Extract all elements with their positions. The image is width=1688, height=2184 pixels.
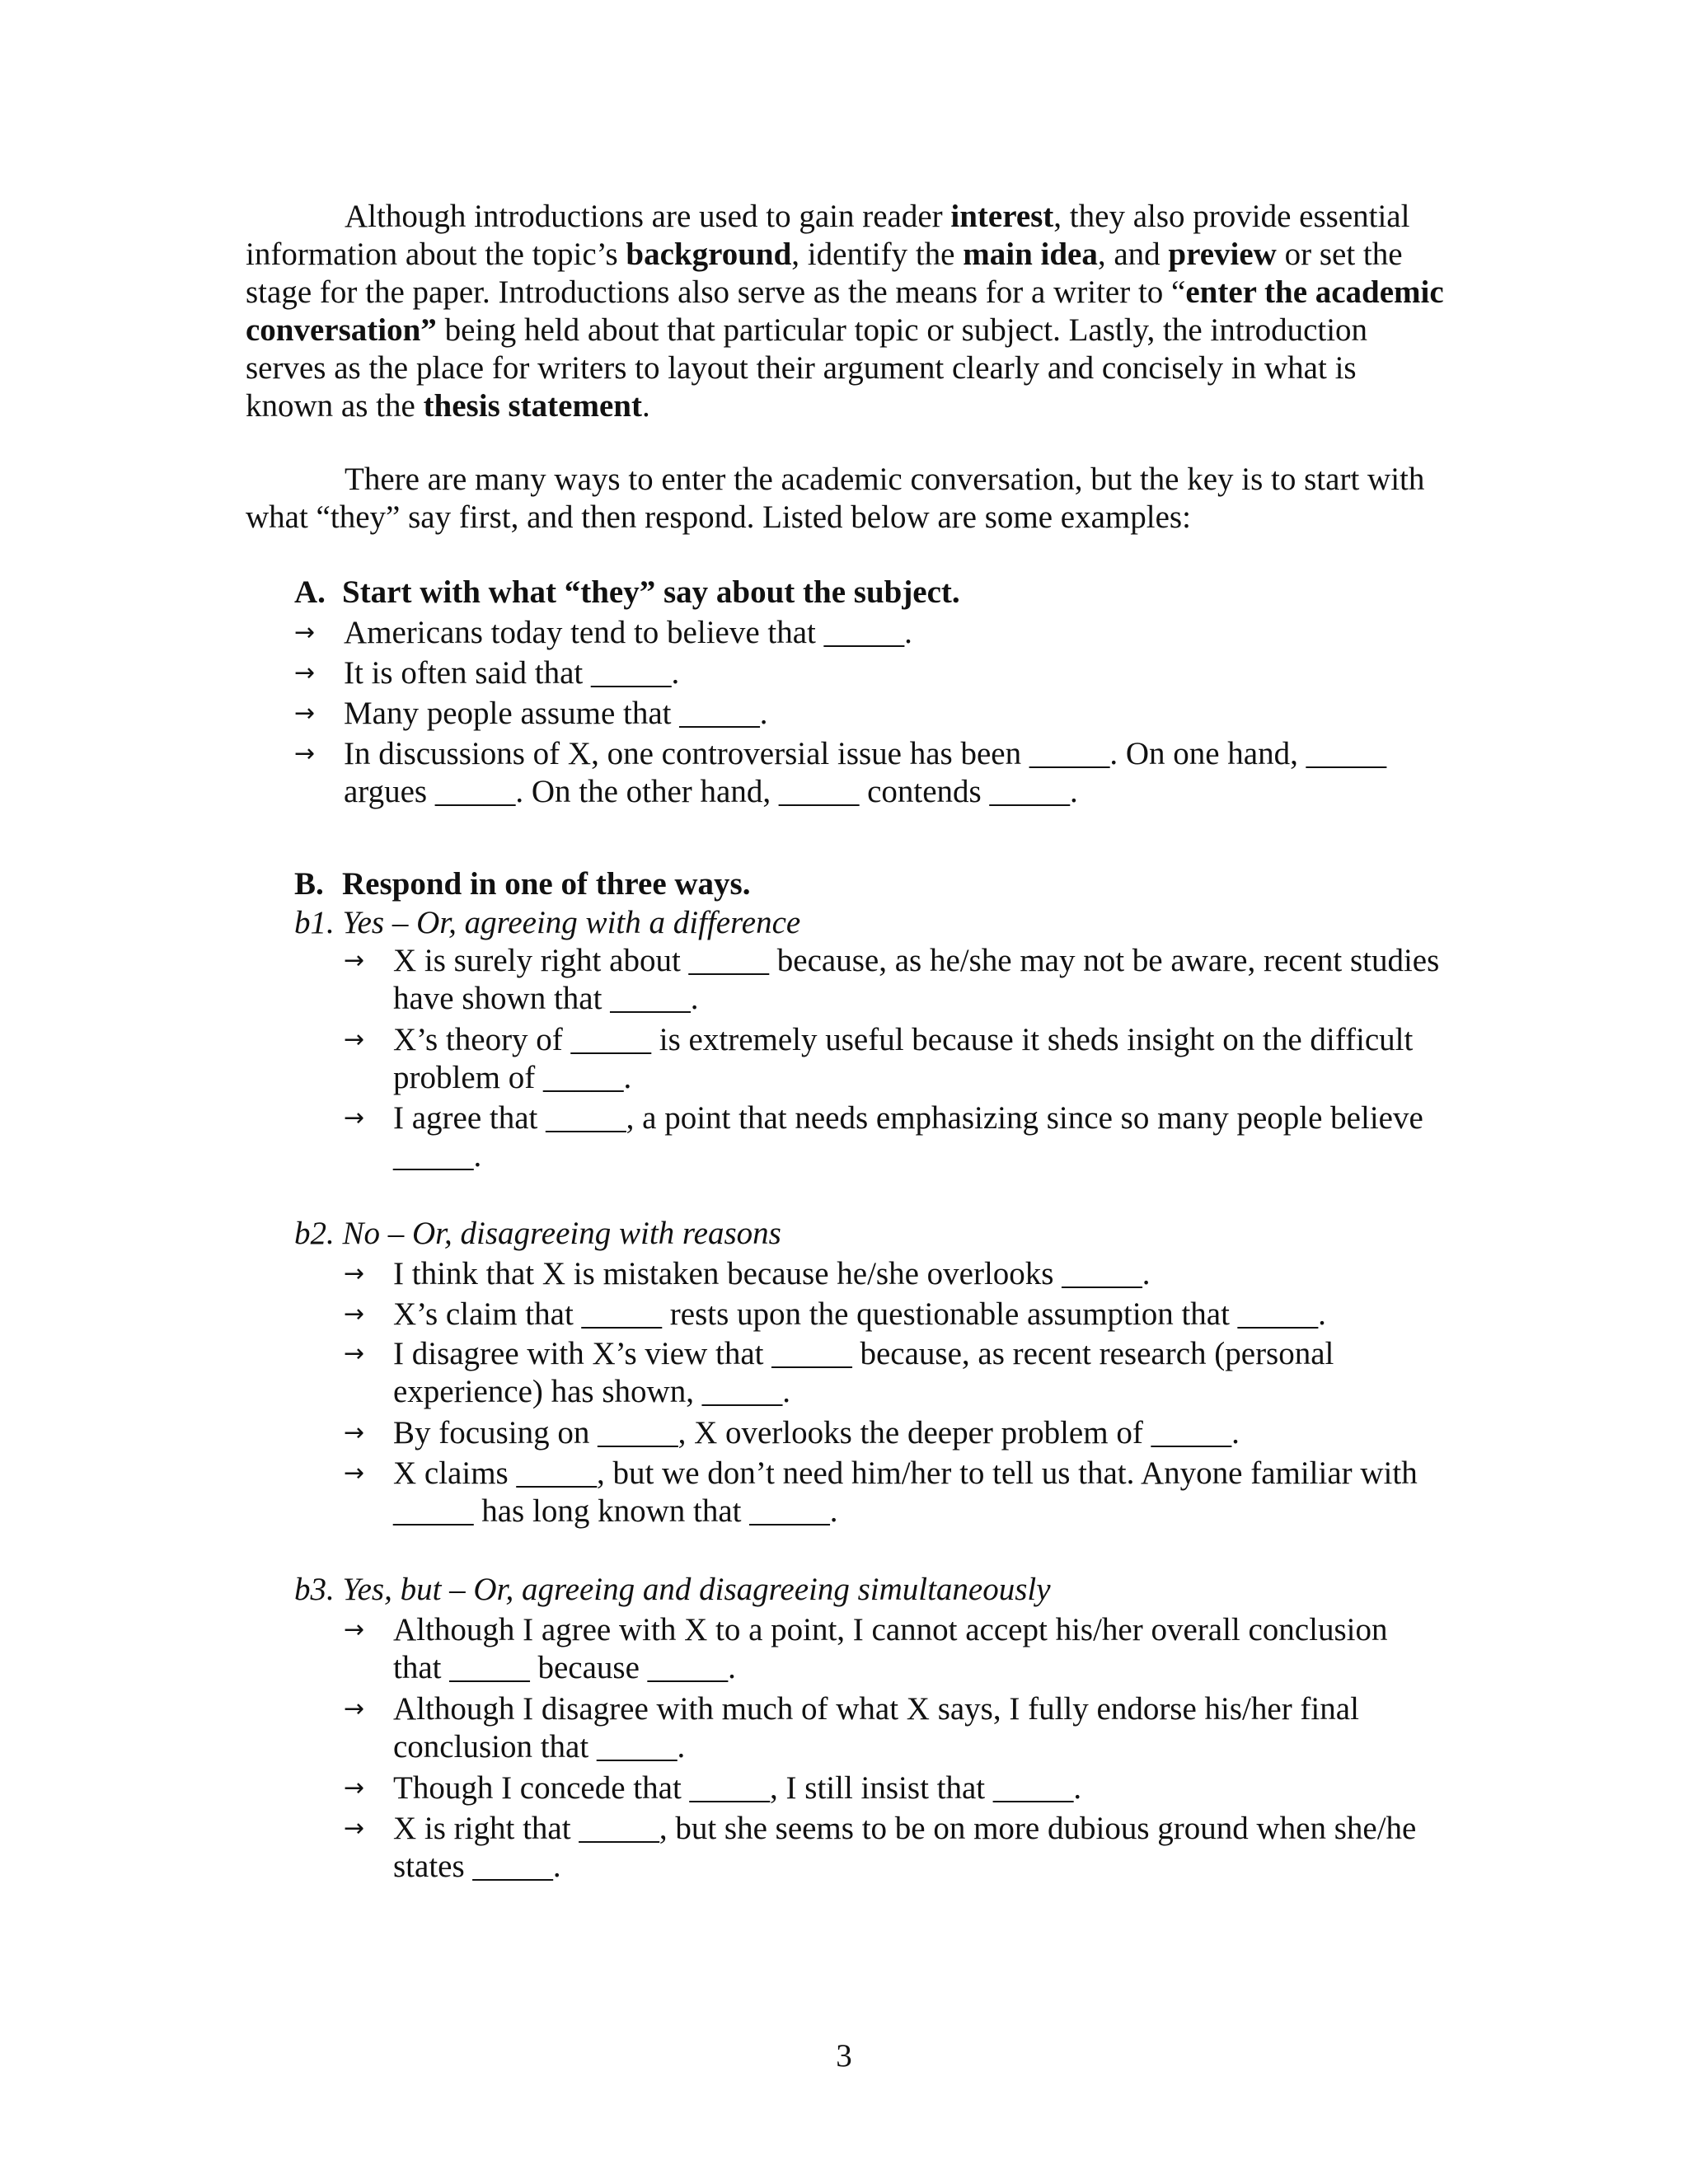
arrow-icon: →	[344, 1025, 365, 1054]
list-item	[344, 1255, 1440, 1293]
arrow-icon: →	[344, 1104, 365, 1132]
list-item-text: X is surely right about _____ because, as he/she may not be aware, recent studies have shown that _____.	[393, 943, 1440, 1016]
list-item-text: Although I agree with X to a point, I cannot accept his/her overall conclusion that _____ because _____.	[393, 1612, 1388, 1685]
list-item	[344, 1414, 1440, 1452]
section-a-title: Start with what “they” say about the subject.	[342, 574, 960, 610]
list-item-text: I disagree with X’s view that _____ because, as recent research (personal experience) has shown, _____.	[393, 1336, 1334, 1409]
intro-text: , and	[1097, 237, 1169, 272]
list-item-text: X claims _____, but we don’t need him/her to tell us that. Anyone familiar with _____ has long known that _____.	[393, 1455, 1418, 1529]
list-item-text: Many people assume that _____.	[344, 696, 768, 731]
arrow-icon: →	[344, 1300, 365, 1329]
keyword-academic-conversation: enter the academic conversation”	[246, 274, 1444, 348]
section-a-letter: A.	[294, 574, 326, 610]
keyword-background: background	[626, 237, 792, 272]
b1-subheading: b1. Yes – Or, agreeing with a difference	[294, 905, 801, 940]
list-item-text: I agree that _____, a point that needs emphasizing since so many people believe _____.	[393, 1100, 1423, 1174]
section-a-heading	[294, 574, 960, 612]
intro-text: or set the stage for the paper. Introductions also serve as the means for a writer to “	[246, 237, 1403, 310]
list-item-text: I think that X is mistaken because he/she overlooks _____.	[393, 1256, 1151, 1291]
section-b-heading	[294, 865, 750, 903]
intro-paragraph	[246, 198, 1449, 425]
list-item-text: X’s claim that _____ rests upon the questionable assumption that _____.	[393, 1296, 1326, 1332]
list-item-text: Though I concede that _____, I still insist that _____.	[393, 1770, 1082, 1806]
section-b-title: Respond in one of three ways.	[342, 866, 751, 902]
intro-text: being held about that particular topic or subject. Lastly, the introduction serves as the place for writers to layout their argument clearly and concisely in what is known as the	[246, 312, 1368, 424]
list-item	[344, 1455, 1440, 1530]
arrow-icon: →	[294, 699, 316, 728]
intro-text: , identify the	[791, 237, 964, 272]
arrow-icon: →	[344, 1259, 365, 1288]
keyword-preview: preview	[1168, 237, 1277, 272]
list-item-text: In discussions of X, one controversial issue has been _____. On one hand, _____ argues _____. On the other hand, _____ contends _____.	[344, 736, 1387, 809]
intro-text: .	[641, 388, 650, 424]
arrow-icon: →	[294, 739, 316, 768]
list-item	[344, 1611, 1440, 1687]
list-item-text: Americans today tend to believe that _____.	[344, 615, 912, 650]
list-item	[344, 942, 1440, 1018]
list-item	[294, 654, 1415, 692]
list-item	[294, 695, 1415, 733]
list-item	[344, 1690, 1440, 1766]
section-b-letter: B.	[294, 866, 324, 902]
arrow-icon: →	[344, 1814, 365, 1843]
list-item	[344, 1021, 1440, 1097]
arrow-icon: →	[344, 1615, 365, 1644]
list-item-text: X is right that _____, but she seems to be on more dubious ground when she/he states _____.	[393, 1811, 1417, 1884]
arrow-icon: →	[344, 1694, 365, 1723]
arrow-icon: →	[294, 618, 316, 647]
arrow-icon: →	[344, 1418, 365, 1447]
list-item	[344, 1335, 1440, 1411]
intro-text: Although introductions are used to gain reader	[345, 199, 951, 234]
arrow-icon: →	[344, 1459, 365, 1488]
list-item	[294, 735, 1415, 811]
keyword-interest: interest	[950, 199, 1054, 234]
arrow-icon: →	[294, 658, 316, 687]
second-paragraph	[246, 461, 1449, 537]
keyword-thesis-statement: thesis statement	[423, 388, 642, 424]
list-item	[344, 1769, 1440, 1807]
b2-subheading: b2. No – Or, disagreeing with reasons	[294, 1216, 781, 1251]
list-item-text: It is often said that _____.	[344, 655, 680, 691]
list-item	[294, 614, 1415, 652]
arrow-icon: →	[344, 946, 365, 975]
page-number: 3	[836, 2038, 852, 2074]
list-item-text: Although I disagree with much of what X says, I fully endorse his/her final conclusion that _____.	[393, 1691, 1359, 1765]
keyword-main-idea: main idea	[963, 237, 1098, 272]
arrow-icon: →	[344, 1774, 365, 1802]
list-item	[344, 1099, 1440, 1175]
arrow-icon: →	[344, 1339, 365, 1368]
list-item	[344, 1296, 1440, 1333]
list-item	[344, 1810, 1440, 1886]
list-item-text: X’s theory of _____ is extremely useful because it sheds insight on the difficult problem of _____.	[393, 1022, 1414, 1095]
b3-subheading: b3. Yes, but – Or, agreeing and disagreeing simultaneously	[294, 1572, 1051, 1607]
intro-text: , they also provide essential information about the topic’s	[246, 199, 1410, 272]
second-paragraph-text: There are many ways to enter the academic conversation, but the key is to start with what “they” say first, and then respond. Listed below are some examples:	[246, 462, 1425, 535]
list-item-text: By focusing on _____, X overlooks the deeper problem of _____.	[393, 1415, 1240, 1451]
